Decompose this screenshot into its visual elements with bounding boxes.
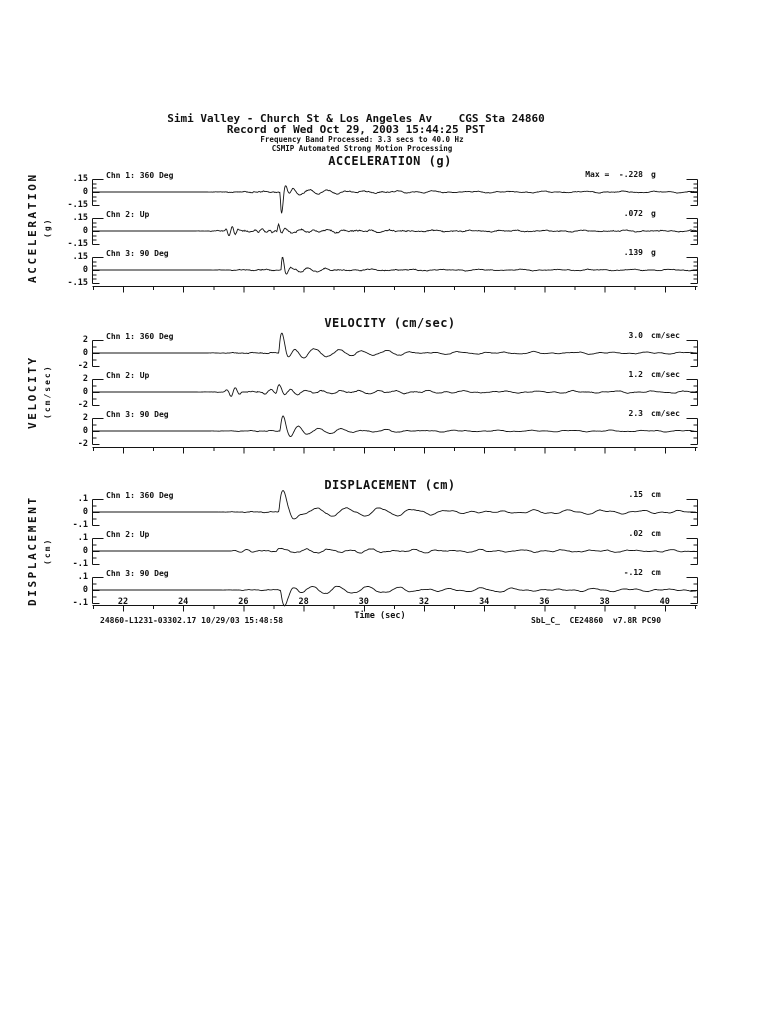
x-tick-label: 24 xyxy=(178,597,189,607)
channel-label: Chn 1: 360 Deg xyxy=(106,491,174,500)
record-station-title: Simi Valley - Church St & Los Angeles Av CGS Sta 24860 xyxy=(167,112,545,125)
max-value-label: .139 xyxy=(623,248,643,257)
waveform-sec0-chn3 xyxy=(92,257,697,274)
y-tick-label: .1 xyxy=(77,494,88,504)
max-unit-label: cm/sec xyxy=(651,331,680,340)
velocity-section-header: VELOCITY (cm/sec) xyxy=(324,316,456,330)
y-tick-label: 0 xyxy=(82,507,88,517)
velocity-axis-unit: (cm/sec) xyxy=(43,364,52,419)
y-tick-label: -.1 xyxy=(72,520,88,530)
y-tick-label: 0 xyxy=(82,226,88,236)
y-tick-label: -2 xyxy=(77,439,88,449)
displacement-axis-unit: (cm) xyxy=(43,537,52,565)
waveform-sec2-chn1 xyxy=(92,491,697,519)
y-tick-label: 0 xyxy=(82,265,88,275)
x-tick-label: 40 xyxy=(659,597,670,607)
y-tick-label: -2 xyxy=(77,361,88,371)
channel-label: Chn 3: 90 Deg xyxy=(106,410,169,419)
channel-label: Chn 2: Up xyxy=(106,371,150,380)
y-tick-label: -.15 xyxy=(67,200,88,210)
channel-label: Chn 2: Up xyxy=(106,210,150,219)
max-unit-label: cm xyxy=(651,490,661,499)
time-axis-label: Time (sec) xyxy=(354,611,406,621)
y-tick-label: 0 xyxy=(82,348,88,358)
max-unit-label: g xyxy=(651,209,656,218)
channel-label: Chn 1: 360 Deg xyxy=(106,171,174,180)
waveform-sec1-chn2 xyxy=(92,385,697,397)
acceleration-section-header: ACCELERATION (g) xyxy=(328,154,452,168)
y-tick-label: 0 xyxy=(82,585,88,595)
max-unit-label: g xyxy=(651,170,656,179)
y-tick-label: .1 xyxy=(77,533,88,543)
waveform-sec1-chn3 xyxy=(92,416,697,436)
max-value-label: .02 xyxy=(628,529,643,538)
max-unit-label: cm/sec xyxy=(651,409,680,418)
x-tick-label: 26 xyxy=(238,597,249,607)
x-tick-label: 32 xyxy=(418,597,430,607)
y-tick-label: -.15 xyxy=(67,278,88,288)
max-value-label: 1.2 xyxy=(628,370,643,379)
max-value-label: .072 xyxy=(623,209,643,218)
y-tick-label: -2 xyxy=(77,400,88,410)
frequency-band-note: Frequency Band Processed: 3.3 secs to 40.0 Hz xyxy=(260,135,464,144)
waveform-sec0-chn2 xyxy=(92,224,697,235)
y-tick-label: 0 xyxy=(82,546,88,556)
max-unit-label: cm xyxy=(651,568,661,577)
y-tick-label: 0 xyxy=(82,187,88,197)
channel-label: Chn 3: 90 Deg xyxy=(106,249,169,258)
y-tick-label: 2 xyxy=(82,374,88,384)
processing-note: CSMIP Automated Strong Motion Processing xyxy=(271,144,453,153)
y-tick-label: 0 xyxy=(82,426,88,436)
max-value-label: .15 xyxy=(628,490,643,499)
velocity-axis-label: VELOCITY xyxy=(26,355,39,429)
x-tick-label: 34 xyxy=(479,597,490,607)
footer-version-info: SbL_C_ CE24860 v7.8R PC90 xyxy=(531,616,662,625)
record-datetime: Record of Wed Oct 29, 2003 15:44:25 PST xyxy=(226,123,486,136)
axes-sec1 xyxy=(93,341,698,454)
displacement-section-header: DISPLACEMENT (cm) xyxy=(324,478,456,492)
y-tick-label: .15 xyxy=(72,174,88,184)
x-tick-label: 38 xyxy=(599,597,610,607)
x-tick-label: 30 xyxy=(358,597,369,607)
channel-label: Chn 3: 90 Deg xyxy=(106,569,169,578)
waveform-sec0-chn1 xyxy=(92,186,697,214)
max-value-label: -.12 xyxy=(623,568,643,577)
x-tick-label: 22 xyxy=(117,597,129,607)
footer-record-id: 24860-L1231-03302.17 10/29/03 15:48:58 xyxy=(100,616,284,625)
waveform-sec1-chn1 xyxy=(92,333,697,358)
y-tick-label: .15 xyxy=(72,252,88,262)
displacement-axis-label: DISPLACEMENT xyxy=(26,495,39,606)
y-tick-label: 0 xyxy=(82,387,88,397)
max-unit-label: cm/sec xyxy=(651,370,680,379)
axes-sec0 xyxy=(93,180,698,293)
x-tick-label: 36 xyxy=(539,597,550,607)
axes-sec2 xyxy=(93,500,698,612)
channel-label: Chn 1: 360 Deg xyxy=(106,332,174,341)
y-tick-label: .15 xyxy=(72,213,88,223)
acceleration-axis-label: ACCELERATION xyxy=(26,172,39,283)
channel-label: Chn 2: Up xyxy=(106,530,150,539)
max-value-label: Max = -.228 xyxy=(585,170,643,179)
max-value-label: 3.0 xyxy=(628,331,643,340)
max-unit-label: g xyxy=(651,248,656,257)
acceleration-axis-unit: (g) xyxy=(43,217,52,238)
y-tick-label: -.1 xyxy=(72,559,88,569)
y-tick-label: -.1 xyxy=(72,598,88,608)
waveform-sec2-chn2 xyxy=(92,548,697,553)
max-unit-label: cm xyxy=(651,529,661,538)
y-tick-label: 2 xyxy=(82,335,88,345)
y-tick-label: -.15 xyxy=(67,239,88,249)
y-tick-label: .1 xyxy=(77,572,88,582)
y-tick-label: 2 xyxy=(82,413,88,423)
max-value-label: 2.3 xyxy=(628,409,643,418)
x-tick-label: 28 xyxy=(298,597,309,607)
